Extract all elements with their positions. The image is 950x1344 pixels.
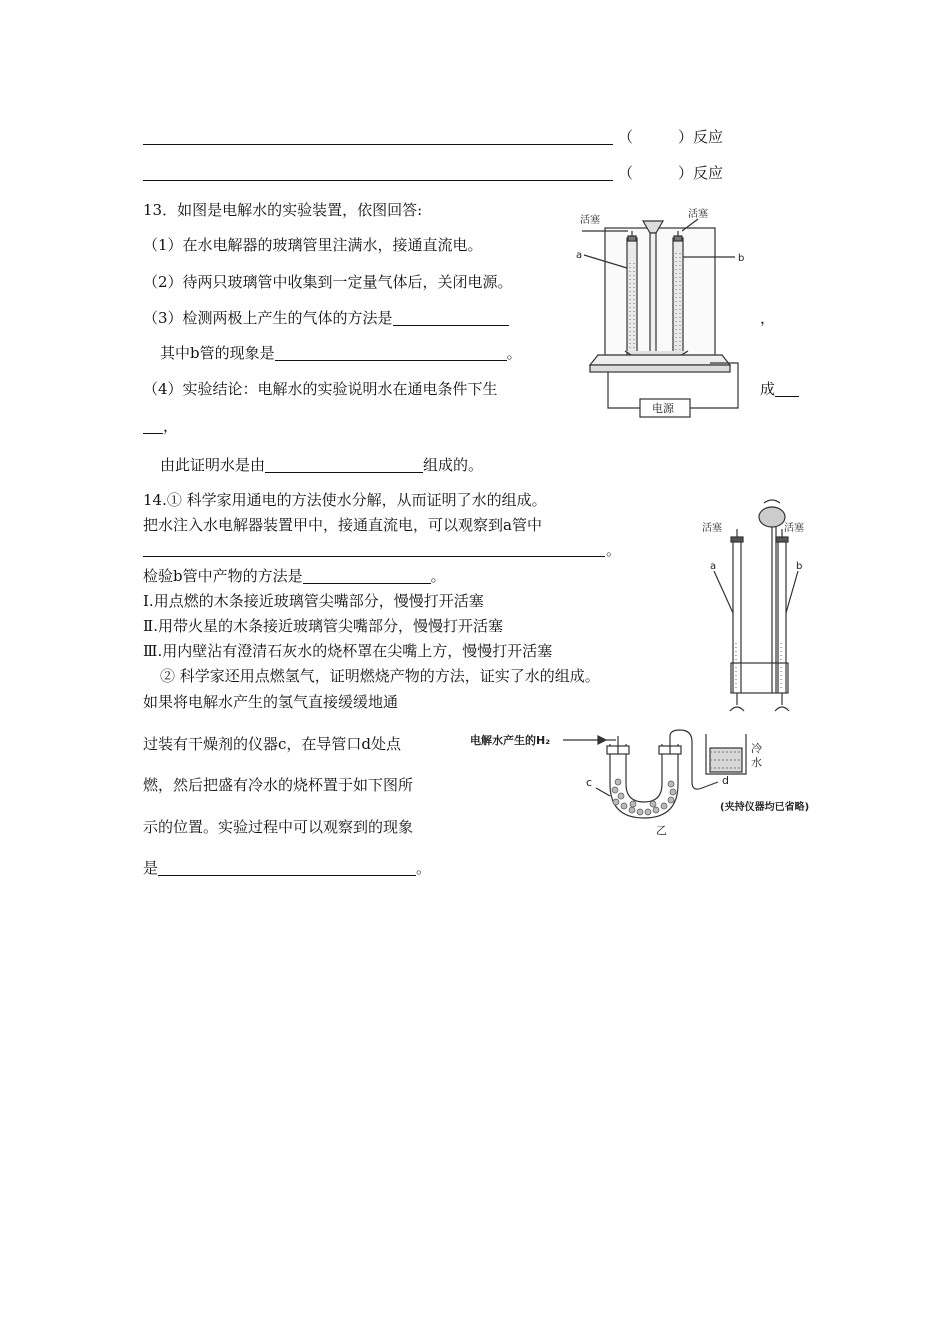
q14-yi-cold-1: 冷 bbox=[751, 742, 762, 755]
q14-yi-cold-2: 水 bbox=[751, 756, 762, 769]
q13-step4-conclusion-text: 由此证明水是由 bbox=[160, 456, 266, 474]
q13-step4-text: （4）实验结论：电解水的实验说明水在通电条件下生 bbox=[143, 380, 498, 398]
q13-diagram-label-b: b bbox=[738, 253, 745, 264]
q13-step1: （1）在水电解器的玻璃管里注满水，接通直流电。 bbox=[143, 236, 483, 254]
q13-step3b-line bbox=[160, 343, 522, 363]
q13-electrolyzer-diagram bbox=[570, 203, 760, 418]
q13-diagram-power-label: 电源 bbox=[652, 402, 674, 415]
q14-yi-label-c: c bbox=[586, 776, 593, 789]
answer-line-2[interactable] bbox=[143, 180, 613, 181]
q14-option-2: Ⅱ.用带火星的木条接近玻璃管尖嘴部分，慢慢打开活塞 bbox=[143, 617, 503, 635]
q13-blank-products-a[interactable] bbox=[775, 380, 799, 397]
q13-step4-cont-line bbox=[143, 416, 178, 436]
q14-line5: ② 科学家还用点燃氢气，证明燃烧产物的方法，证实了水的组成。 bbox=[160, 667, 600, 685]
q14-line10-text: 是 bbox=[143, 859, 159, 877]
q14-line4-text: 检验b管中产物的方法是 bbox=[143, 567, 303, 585]
q14-line4-end: 。 bbox=[430, 567, 446, 585]
q13-step4-conclusion-end: 组成的。 bbox=[423, 456, 484, 474]
q13-diagram-right-valve: 活塞 bbox=[688, 209, 708, 220]
q14-line3-end: 。 bbox=[606, 541, 622, 559]
q14-line10 bbox=[143, 858, 431, 878]
q14-line1: 14.① 科学家用通电的方法使水分解，从而证明了水的组成。 bbox=[143, 491, 547, 509]
q14-jia-label-b: b bbox=[796, 561, 803, 572]
q14-jia-label-a: a bbox=[710, 561, 717, 572]
q13-step3b-end: 。 bbox=[506, 344, 522, 362]
q13-diagram-left-valve: 活塞 bbox=[580, 215, 600, 226]
q13-blank-products-b[interactable] bbox=[143, 417, 163, 434]
answer-line-1[interactable] bbox=[143, 144, 613, 145]
q14-jia-left-valve: 活塞 bbox=[702, 523, 722, 534]
q14-option-1: Ⅰ.用点燃的木条接近玻璃管尖嘴部分，慢慢打开活塞 bbox=[143, 592, 484, 610]
reaction-type-2: （ ）反应 bbox=[618, 164, 724, 182]
q13-step3-comma: ， bbox=[760, 309, 776, 327]
q14-blank-a-tube[interactable] bbox=[143, 556, 605, 557]
reaction-type-1: （ ）反应 bbox=[618, 128, 724, 146]
q13-step4-conclusion-line bbox=[160, 455, 483, 475]
q14-line9: 示的位置。实验过程中可以观察到的现象 bbox=[143, 818, 414, 836]
q14-blank-method[interactable] bbox=[303, 567, 431, 584]
q14-drying-tube-diagram bbox=[468, 722, 843, 840]
q13-blank-b-tube[interactable] bbox=[275, 344, 507, 361]
q13-title: 13．如图是电解水的实验装置，依图回答: bbox=[143, 201, 423, 219]
q14-yi-label-d: d bbox=[722, 774, 729, 787]
q13-step3b-text: 其中b管的现象是 bbox=[160, 344, 275, 362]
q14-option-3: Ⅲ.用内壁沾有澄清石灰水的烧杯罩在尖嘴上方，慢慢打开活塞 bbox=[143, 642, 553, 660]
q14-line10-end: 。 bbox=[416, 859, 432, 877]
q13-step4-cheng-line bbox=[760, 379, 799, 399]
q14-yi-name: 乙 bbox=[656, 824, 667, 837]
q14-line7: 过装有干燥剂的仪器c，在导管口d处点 bbox=[143, 735, 402, 753]
q14-jia-right-valve: 活塞 bbox=[784, 523, 804, 534]
q13-step3-text: （3）检测两极上产生的气体的方法是 bbox=[143, 309, 393, 327]
q13-blank-composition[interactable] bbox=[265, 456, 423, 473]
q13-diagram-label-a: a bbox=[576, 250, 583, 261]
q14-hoffman-apparatus-diagram bbox=[700, 493, 820, 713]
q14-yi-note: (夹持仪器均已省略) bbox=[720, 802, 810, 813]
q13-step3-line bbox=[143, 308, 509, 328]
q13-step4-comma: ， bbox=[163, 417, 179, 435]
q13-blank-method[interactable] bbox=[393, 309, 509, 326]
q14-line4 bbox=[143, 566, 446, 586]
q14-line2: 把水注入水电解器装置甲中，接通直流电，可以观察到a管中 bbox=[143, 516, 542, 534]
q14-yi-h2-source-label: 电解水产生的H₂ bbox=[470, 734, 551, 747]
q14-line8: 燃，然后把盛有冷水的烧杯置于如下图所 bbox=[143, 776, 414, 794]
q13-step4-cheng: 成 bbox=[760, 380, 776, 398]
q13-step2: （2）待两只玻璃管中收集到一定量气体后，关闭电源。 bbox=[143, 273, 513, 291]
q14-blank-phenomenon[interactable] bbox=[158, 859, 416, 876]
q14-line6: 如果将电解水产生的氢气直接缓缓地通 bbox=[143, 693, 399, 711]
